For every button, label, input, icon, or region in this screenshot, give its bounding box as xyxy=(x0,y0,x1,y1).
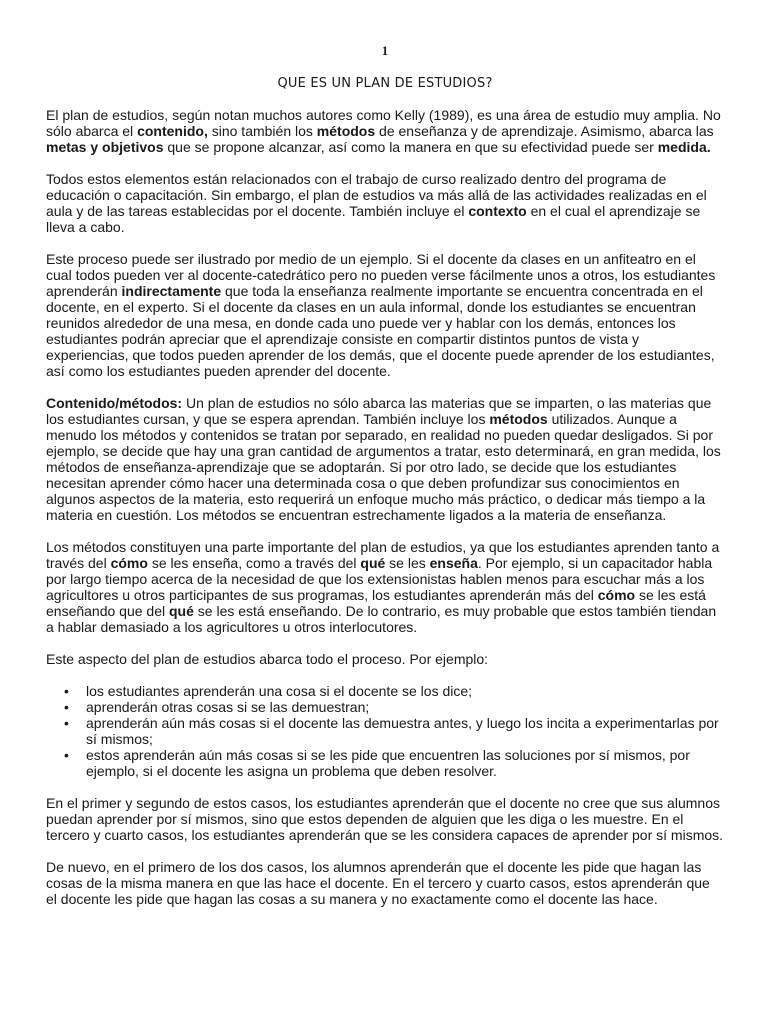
bold-term-indirectamente: indirectamente xyxy=(121,283,222,299)
bold-term-como: cómo xyxy=(597,587,636,603)
bold-term-que: qué xyxy=(360,555,386,571)
list-item xyxy=(64,747,724,779)
text-run: se les está enseñando que del xyxy=(46,587,706,619)
bold-term-como: cómo xyxy=(110,555,148,571)
bold-term-contexto: contexto xyxy=(468,203,527,219)
bold-term-metas: metas y objetivos xyxy=(46,139,164,155)
text-run: que se propone alcanzar, así como la manera en que su efectividad puede ser xyxy=(163,139,658,155)
paragraph-context xyxy=(46,171,724,235)
bold-term-metodos: métodos xyxy=(489,411,548,427)
bold-term-metodos: métodos xyxy=(316,123,376,139)
text-run: utilizados. Aunque a menudo los métodos y contenidos se tratan por separado, en realidad no pueden quedar desligados. Si por ejemplo, se decide que hay una gran cantidad de argumentos a tratar, esto determinará, en gran medida, los métodos de enseñanza-aprendizaje que se adoptarán. Si por otro lado, se decide que los estudiantes necesitan aprender cómo hacer una determinada cosa o que deben profundizar sus conocimientos en algunos aspectos de la materia, esto requerirá un enfoque mucho más práctico, o dedicar más tiempo a la materia en cuestión. Los métodos se encuentran estrechamente ligados a la materia de enseñanza. xyxy=(46,411,721,523)
list-item-text: aprenderán otras cosas si se las demuestran; xyxy=(86,699,370,715)
bullet-list xyxy=(46,683,724,779)
bullet-icon: • xyxy=(64,699,69,715)
text-run: se les está enseñando. De lo contrario, es muy probable que estos también tiendan a hablar demasiado a los agricultores u otros interlocutores. xyxy=(46,603,717,635)
list-item xyxy=(64,683,724,699)
bullet-icon: • xyxy=(64,715,69,731)
text-run: . Por ejemplo, si un capacitador habla por largo tiempo acerca de la necesidad de que los extensionistas hablen menos para escuchar más a los agricultores u otros participantes de sus programas, los estudiantes aprenderán más del xyxy=(46,555,713,603)
text-run: Un plan de estudios no sólo abarca las materias que se imparten, o las materias que los estudiantes cursan, y que se espera aprendan. También incluye los xyxy=(46,395,712,427)
text-run: en el cual el aprendizaje se lleva a cabo. xyxy=(46,203,701,235)
text-run: El plan de estudios, según notan muchos autores como Kelly (1989), es una área de estudio muy amplia. No sólo abarca el xyxy=(46,107,721,139)
text-run: Este proceso puede ser ilustrado por medio de un ejemplo. Si el docente da clases en un anfiteatro en el cual todos pueden ver al docente-catedrático pero no pueden verse fácilmente unos a otros, los estudiantes aprenderán xyxy=(46,251,716,299)
bullet-icon: • xyxy=(64,683,69,699)
paragraph-intro xyxy=(46,107,724,155)
paragraph-example xyxy=(46,251,724,379)
bold-term-contenido: contenido, xyxy=(137,123,208,139)
list-item xyxy=(64,699,724,715)
text-run: Los métodos constituyen una parte importante del plan de estudios, ya que los estudiantes aprenden tanto a través del xyxy=(46,539,720,571)
document-title: QUE ES UN PLAN DE ESTUDIOS? xyxy=(277,76,493,91)
paragraph-cases-second: De nuevo, en el primero de los dos casos, los alumnos aprenderán que el docente les pide que hagan las cosas de la misma manera en que las hace el docente. En el tercero y cuarto casos, estos aprenderán que el docente les pide que hagan las cosas a su manera y no exactamente como el docente las hace. xyxy=(46,859,710,907)
text-run: de enseñanza y de aprendizaje. Asimismo, abarca las xyxy=(375,123,714,139)
text-run: se les xyxy=(385,555,430,571)
paragraph-process-intro: Este aspecto del plan de estudios abarca todo el proceso. Por ejemplo: xyxy=(46,651,489,667)
list-item-text: aprenderán aún más cosas si el docente las demuestra antes, y luego los incita a experimentarlas por sí mismos; xyxy=(86,715,719,747)
text-run: Todos estos elementos están relacionados con el trabajo de curso realizado dentro del programa de educación o capacitación. Sin embargo, el plan de estudios va más allá de las actividades realizadas en el aula y de las tareas establecidas por el docente. También incluye el xyxy=(46,171,707,219)
bullet-icon: • xyxy=(64,747,69,763)
text-run: sino también los xyxy=(207,123,317,139)
text-run: se les enseña, como a través del xyxy=(147,555,361,571)
text-run: que toda la enseñanza realmente importante se encuentra concentrada en el docente, en el experto. Si el docente da clases en un aula informal, donde los estudiantes se encuentran reunidos alrededor de una mesa, en donde cada uno puede ver y hablar con los demás, entonces los estudiantes podrán apreciar que el aprendizaje consiste en compartir distintos puntos de vista y experiencias, que todos pueden aprender de los demás, que el docente puede aprender de los estudiantes, así como los estudiantes pueden aprender del docente. xyxy=(46,283,715,379)
bold-heading-contenido-metodos: Contenido/métodos: xyxy=(46,395,183,411)
list-item xyxy=(64,715,724,747)
bold-term-ensena: enseña xyxy=(429,555,478,571)
bold-term-medida: medida. xyxy=(657,139,711,155)
paragraph-content-methods xyxy=(46,395,724,523)
list-item-text: estos aprenderán aún más cosas si se les pide que encuentren las soluciones por sí mismos, por ejemplo, si el docente les asigna un problema que deben resolver. xyxy=(86,747,690,779)
page-number: 1 xyxy=(381,44,389,58)
list-item-text: los estudiantes aprenderán una cosa si el docente se los dice; xyxy=(86,683,473,699)
bold-term-que: qué xyxy=(169,603,194,619)
paragraph-methods-importance xyxy=(46,539,724,635)
paragraph-cases-first: En el primer y segundo de estos casos, los estudiantes aprenderán que el docente no cree que sus alumnos puedan aprender por sí mismos, sino que estos dependen de alguien que les diga o les muestre. En el tercero y cuarto casos, los estudiantes aprenderán que se les considera capaces de aprender por sí mismos. xyxy=(46,795,724,843)
